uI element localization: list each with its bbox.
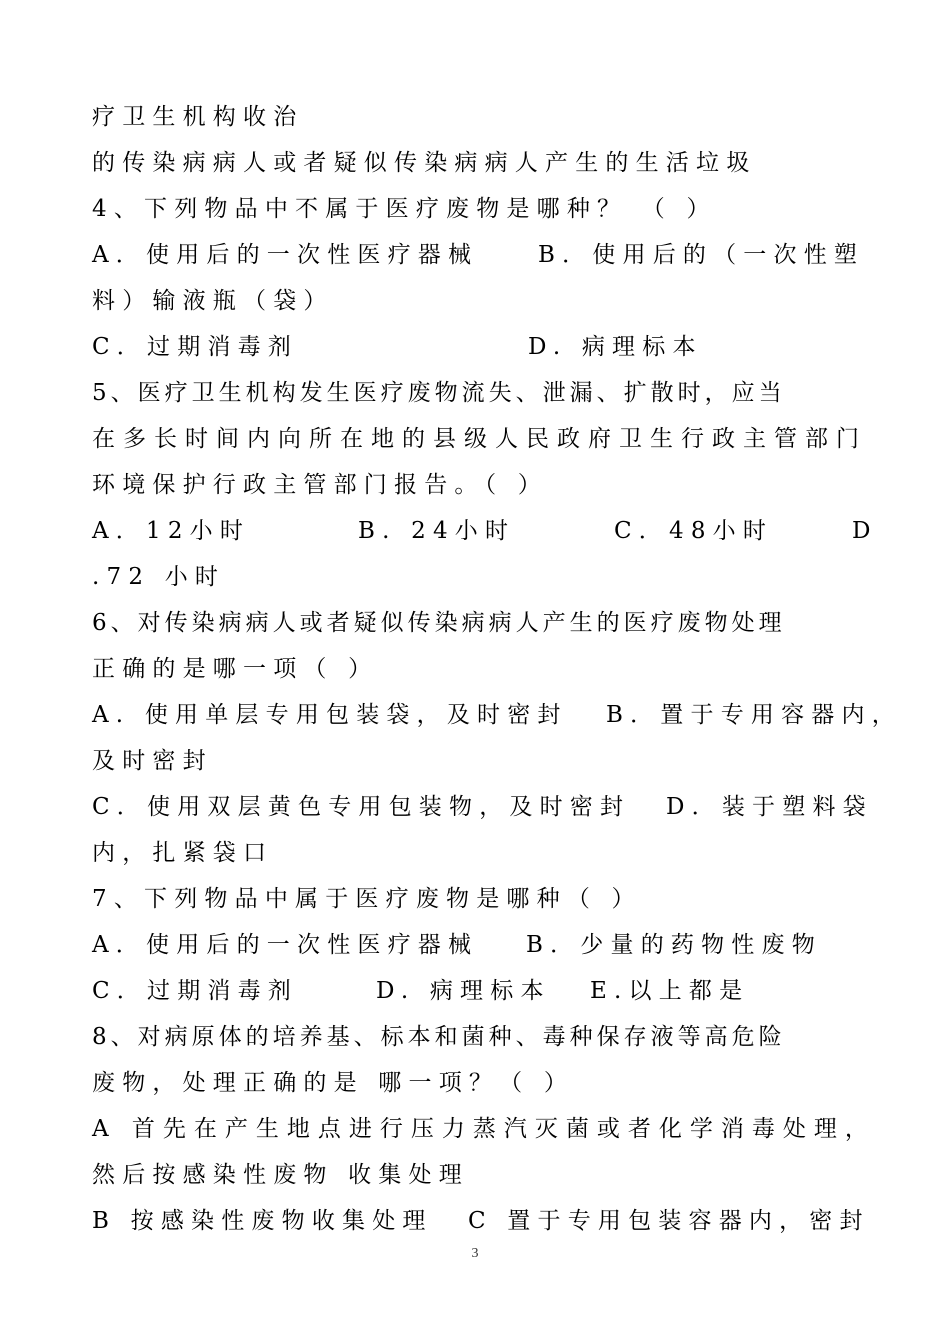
page-number: 3 (471, 1246, 479, 1261)
q4-options-ab (92, 240, 872, 270)
q8-option-c: C 置于专用包装容器内，密封 (468, 1208, 870, 1234)
q5-option-d-cont: .72 小时 (92, 564, 226, 590)
question-5-cont: 环境保护行政主管部门报告。（ ） (92, 472, 549, 498)
q4-option-b-cont: 料）输液瓶（袋） (92, 288, 334, 314)
q6-option-d: D．装于塑料袋 (666, 794, 873, 820)
q4-options-cd (92, 332, 872, 362)
question-8-cont: 废物，处理正确的是 哪一项？（ ） (92, 1070, 575, 1096)
q6-options-cd (92, 792, 872, 822)
q7-options-cde (92, 976, 872, 1006)
q7-options-ab (92, 930, 872, 960)
q6-option-b-cont: 及时密封 (92, 748, 213, 774)
question-5-cont: 在多长时间内向所在地的县级人民政府卫生行政主管部门 (92, 426, 867, 452)
q6-options-ab (92, 700, 902, 730)
text-line: 的传染病病人或者疑似传染病病人产生的生活垃圾 (92, 150, 757, 176)
question-7: 7、下列物品中属于医疗废物是哪种（ ） (92, 886, 642, 912)
question-5: 5、医疗卫生机构发生医疗废物流失、泄漏、扩散时，应当 (92, 380, 786, 406)
q4-option-c: C．过期消毒剂 (92, 334, 298, 360)
q5-option-a: A．12小时 (92, 518, 251, 544)
question-8: 8、对病原体的培养基、标本和菌种、毒种保存液等高危险 (92, 1024, 786, 1050)
q8-option-a: A 首先在产生地点进行压力蒸汽灭菌或者化学消毒处理， (92, 1116, 876, 1142)
q6-option-b: B．置于专用容器内， (606, 702, 902, 728)
q7-option-c: C．过期消毒剂 (92, 978, 298, 1004)
question-6: 6、对传染病病人或者疑似传染病病人产生的医疗废物处理 (92, 610, 786, 636)
q6-option-a: A. 使用单层专用包装袋，及时密封 (92, 702, 568, 728)
q5-option-b: B. 24小时 (358, 518, 516, 544)
q5-option-d: D (852, 518, 878, 544)
q5-option-c: C．48小时 (614, 518, 774, 544)
text-line: 疗卫生机构收治 (92, 104, 304, 130)
question-6-cont: 正确的是哪一项（ ） (92, 656, 379, 682)
q7-option-e: E.以上都是 (590, 978, 750, 1004)
q4-option-a: A．使用后的一次性医疗器械 (92, 242, 479, 268)
q7-option-a: A．使用后的一次性医疗器械 (92, 932, 479, 958)
question-4: 4、下列物品中不属于医疗废物是哪种？ （ ） (92, 196, 717, 222)
q6-option-d-cont: 内，扎紧袋口 (92, 840, 274, 866)
q7-option-b: B．少量的药物性废物 (526, 932, 822, 958)
q7-option-d: D. 病理标本 (376, 978, 551, 1004)
q8-options-bc (92, 1206, 872, 1236)
q8-option-a-cont: 然后按感染性废物 收集处理 (92, 1162, 469, 1188)
q4-option-d: D. 病理标本 (528, 334, 703, 360)
q6-option-c: C．使用双层黄色专用包装物，及时密封 (92, 794, 631, 820)
q4-option-b: B．使用后的（一次性塑 (538, 242, 865, 268)
q8-option-b: B 按感染性废物收集处理 (92, 1208, 433, 1234)
q5-options (92, 516, 878, 546)
